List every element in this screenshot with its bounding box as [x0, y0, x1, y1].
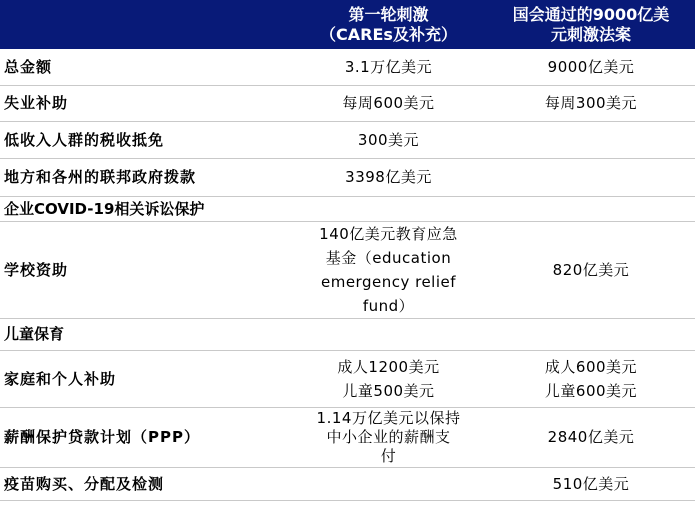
cell-first-stimulus	[290, 467, 487, 500]
table-row	[0, 196, 695, 221]
row-label: 地方和各州的联邦政府拨款	[0, 158, 290, 196]
cell-first-stimulus	[290, 407, 487, 467]
row-label: 学校资助	[0, 221, 290, 318]
cell-line: 成人1200美元	[337, 357, 440, 376]
header-first-stimulus-line1: 第一轮刺激	[348, 4, 429, 24]
cell-900b-bill: 510亿美元	[487, 467, 695, 500]
cell-line: fund）	[362, 296, 415, 315]
header-blank-cell	[0, 0, 290, 49]
table-row	[0, 85, 695, 121]
table-row	[0, 121, 695, 158]
row-label: 企业COVID-19相关诉讼保护	[0, 196, 695, 221]
cell-900b-bill: 9000亿美元	[487, 49, 695, 85]
cell-first-stimulus: 3.1万亿美元	[290, 49, 487, 85]
row-label: 低收入人群的税收抵免	[0, 121, 290, 158]
row-label: 疫苗购买、分配及检测	[0, 467, 290, 500]
cell-line: emergency relief	[320, 272, 457, 291]
cell-line: 1.14万亿美元以保持	[316, 408, 461, 427]
table-header-row	[0, 0, 695, 49]
header-900b-bill-line1: 国会通过的9000亿美	[512, 4, 670, 24]
row-label: 总金额	[0, 49, 290, 85]
cell-900b-bill	[487, 350, 695, 407]
cell-900b-bill	[487, 121, 695, 158]
table-row	[0, 350, 695, 407]
cell-line: 中小企业的薪酬支	[326, 427, 451, 446]
table-row	[0, 407, 695, 467]
cell-line: 儿童500美元	[342, 381, 435, 400]
cell-first-stimulus: 300美元	[290, 121, 487, 158]
table-row	[0, 49, 695, 85]
header-900b-bill-line2: 元刺激法案	[550, 24, 631, 44]
cell-line: 成人600美元	[544, 357, 638, 376]
header-900b-bill	[487, 0, 695, 49]
table-row	[0, 318, 695, 350]
cell-line: 儿童600美元	[544, 381, 638, 400]
cell-first-stimulus	[290, 350, 487, 407]
cell-first-stimulus: 每周600美元	[290, 85, 487, 121]
cell-first-stimulus	[290, 221, 487, 318]
cell-900b-bill	[487, 158, 695, 196]
table-row	[0, 221, 695, 318]
cell-line: 140亿美元教育应急	[319, 224, 458, 243]
row-label: 儿童保育	[0, 318, 695, 350]
cell-900b-bill: 820亿美元	[487, 221, 695, 318]
cell-900b-bill: 2840亿美元	[487, 407, 695, 467]
cell-first-stimulus: 3398亿美元	[290, 158, 487, 196]
row-label: 薪酬保护贷款计划（PPP）	[0, 407, 290, 467]
table-row	[0, 467, 695, 500]
row-label: 失业补助	[0, 85, 290, 121]
row-label: 家庭和个人补助	[0, 350, 290, 407]
header-first-stimulus	[290, 0, 487, 49]
cell-900b-bill: 每周300美元	[487, 85, 695, 121]
table-row	[0, 158, 695, 196]
cell-line: 付	[380, 446, 397, 465]
header-first-stimulus-line2: （CAREs及补充）	[320, 24, 457, 44]
cell-line: 基金（education	[325, 248, 452, 267]
